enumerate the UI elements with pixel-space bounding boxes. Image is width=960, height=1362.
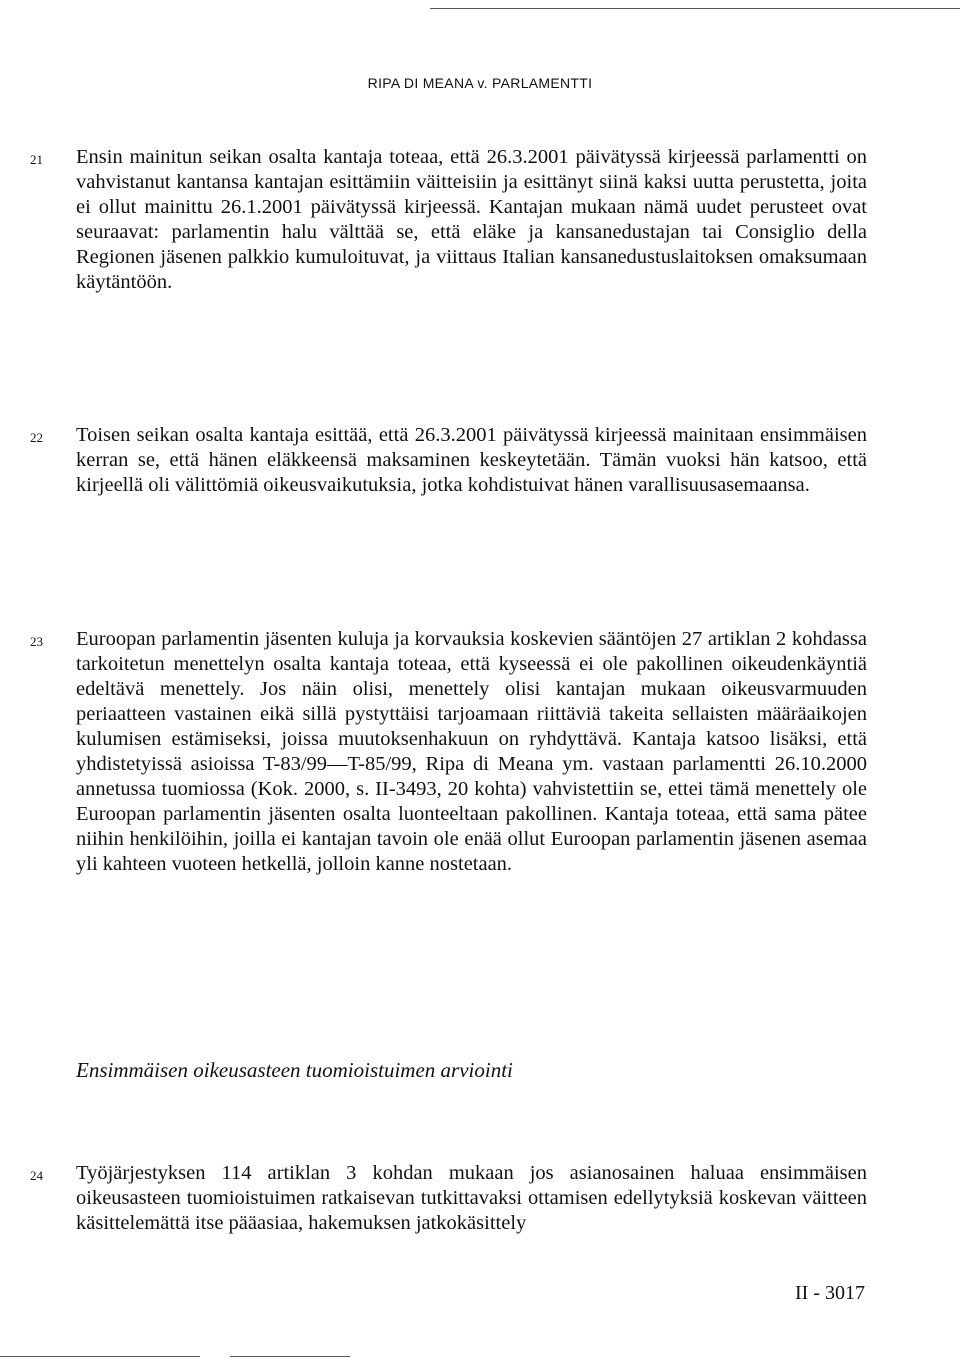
paragraph-number: 24: [30, 1168, 43, 1183]
paragraph-text: Ensin mainitun seikan osalta kantaja toteaa, että 26.3.2001 päivätyssä kirjeessä parlamentti on vahvistanut kantansa kantajan esittämiin väitteisiin ja esittänyt siinä kaksi uutta perustetta, joita ei ollut mainittu 26.1.2001 päivätyssä kirjeessä. Kantajan mukaan nämä uudet perusteet ovat seuraavat: parlamentin halu välttää se, että eläke ja kansanedustajan tai Consiglio della Regionen jäsenen palkkio kumuloituvat, ja viittaus Italian kansanedustuslaitoksen omaksumaan käytäntöön.: [76, 146, 867, 293]
paragraph-number: 21: [30, 152, 43, 167]
paragraph-text: Euroopan parlamentin jäsenten kuluja ja korvauksia koskevien sääntöjen 27 artiklan 2 kohdassa tarkoitetun menettelyn osalta kantaja toteaa, että kyseessä ei ole pakollinen oikeudenkäyntiä edeltävä menettely. Jos näin olisi, menettely olisi kantajan mukaan oikeusvarmuuden periaatteen vastainen eikä sillä pystyttäisi tarjoamaan riittäviä takeita sellaisten määräaikojen kulumisen estämiseksi, joissa muutoksenhakuun on ryhdyttävä. Kantaja katsoo lisäksi, että yhdistetyissä asioissa T-83/99—T-85/99, Ripa di Meana ym. vastaan parlamentti 26.10.2000 annetussa tuomiossa (Kok. 2000, s. II-3493, 20 kohta) vahvistettiin se, ettei tämä menettely ole Euroopan parlamentin jäsenten osalta luonteeltaan pakollinen. Kantaja toteaa, että sama pätee niihin henkilöihin, joilla ei kantajan tavoin ole enää ollut Euroopan parlamentin jäsenen asemaa yli kahteen vuoteen hetkellä, jolloin kanne nostetaan.: [76, 628, 867, 875]
paragraph-text: Työjärjestyksen 114 artiklan 3 kohdan mukaan jos asianosainen haluaa ensimmäisen oikeusasteen tuomioistuimen ratkaisevan tutkittavaksi ottamisen edellytyksiä koskevan väitteen käsittelemättä itse pääasiaa, hakemuksen jatkokäsittely: [76, 1162, 867, 1234]
paragraph-23: [76, 627, 867, 877]
bottom-scan-rule: [0, 1356, 200, 1357]
bottom-scan-rule: [230, 1356, 350, 1357]
section-heading: Ensimmäisen oikeusasteen tuomioistuimen arviointi: [76, 1058, 513, 1082]
paragraph-number: 23: [30, 634, 43, 649]
top-scan-rule: [430, 8, 960, 9]
paragraph-21: [76, 145, 867, 295]
paragraph-number: 22: [30, 430, 43, 445]
paragraph-text: Toisen seikan osalta kantaja esittää, että 26.3.2001 päivätyssä kirjeessä mainitaan ensimmäisen kerran se, että hänen eläkkeensä maksaminen keskeytetään. Tämän vuoksi hän katsoo, että kirjeellä oli välittömiä oikeusvaikutuksia, jotka kohdistuivat hänen varallisuusasemaansa.: [76, 424, 867, 496]
paragraph-24: [76, 1161, 867, 1236]
page-number: II - 3017: [795, 1282, 865, 1304]
running-header: RIPA DI MEANA v. PARLAMENTTI: [367, 75, 593, 91]
paragraph-22: [76, 423, 867, 498]
